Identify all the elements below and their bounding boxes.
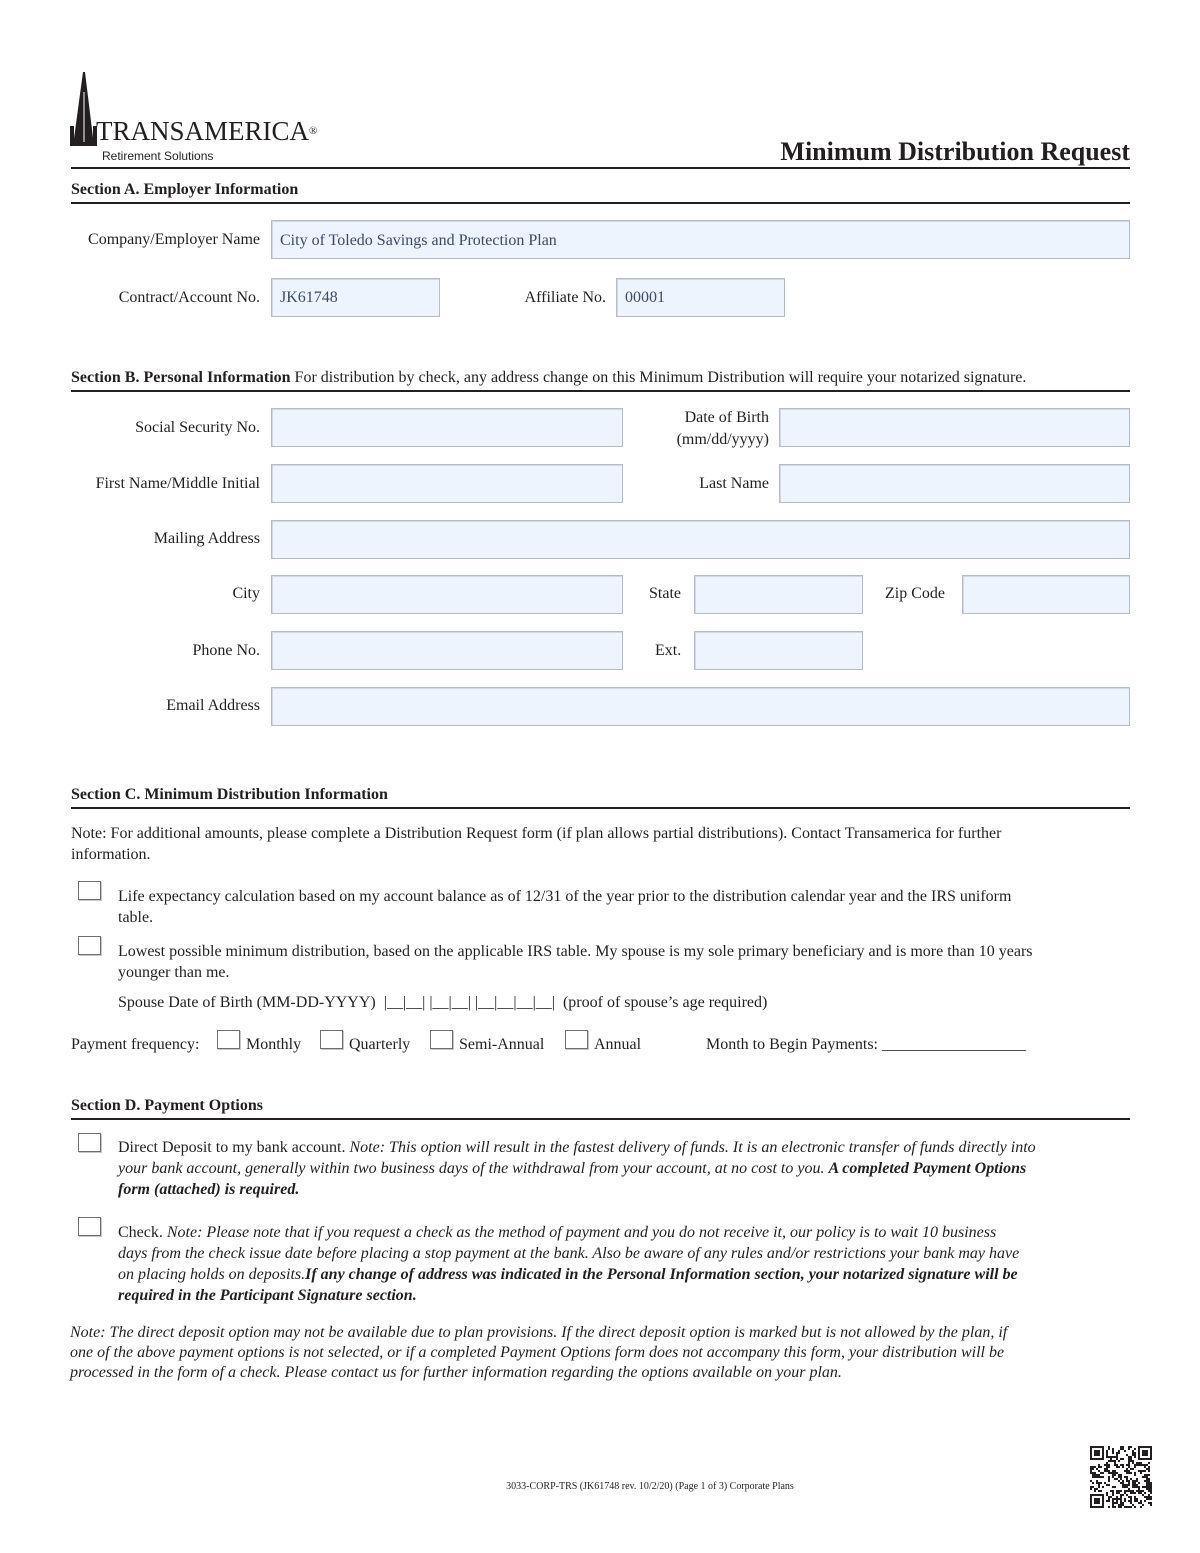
direct-deposit-bold-2: A completed Payment Options [828, 1160, 1027, 1177]
header-divider [71, 167, 1130, 169]
dob-label-1: Date of Birth [684, 409, 769, 426]
section-a-heading: Section A. Employer Information [71, 180, 1130, 204]
semi-annual-label: Semi-Annual [459, 1036, 545, 1053]
section-d-heading: Section D. Payment Options [71, 1096, 1130, 1120]
direct-deposit-note-2: your bank account, generally within two business days of the withdrawal from your account, at no cost to you. [118, 1160, 825, 1177]
quarterly-label: Quarterly [349, 1036, 411, 1053]
payment-frequency-label: Payment frequency: [71, 1036, 200, 1053]
lowest-distribution-line-2: younger than me. [118, 964, 230, 981]
direct-deposit-text [118, 1137, 1133, 1200]
monthly-checkbox[interactable] [217, 1030, 240, 1049]
lowest-distribution-line-1: Lowest possible minimum distribution, based on the applicable IRS table. My spouse is my sole primary beneficiary and is more than 10 years [118, 943, 1033, 960]
first-name-field[interactable] [271, 464, 623, 503]
final-note-line-2: one of the above payment options is not selected, or if a completed Payment Options form does not accompany this form, your distribution will be [70, 1344, 1005, 1361]
section-c-note-line-1: Note: For additional amounts, please complete a Distribution Request form (if plan allows partial distributions). Contact Transamerica for further [71, 825, 1002, 842]
section-b-title: Section B. Personal Information [71, 369, 291, 386]
section-c-note-line-2: information. [71, 846, 151, 863]
mailing-address-label: Mailing Address [153, 530, 260, 547]
quarterly-checkbox[interactable] [320, 1030, 343, 1049]
check-bold-4: required in the Participant Signature section. [118, 1287, 417, 1304]
check-checkbox[interactable] [78, 1217, 101, 1236]
direct-deposit-bold-3: form (attached) is required. [118, 1181, 300, 1198]
life-expectancy-text [118, 886, 1138, 928]
check-text [118, 1222, 1133, 1306]
contract-account-field[interactable] [271, 278, 440, 317]
direct-deposit-note-1: Note: This option will result in the fastest delivery of funds. It is an electronic transfer of funds directly into [349, 1139, 1036, 1156]
last-name-label: Last Name [699, 475, 769, 492]
final-note-line-3: processed in the form of a check. Please contact us for further information regarding the options available on your plan. [70, 1364, 842, 1381]
lowest-distribution-checkbox[interactable] [78, 936, 101, 955]
city-field[interactable] [271, 575, 623, 614]
contract-label: Contract/Account No. [118, 289, 260, 306]
section-b-note: For distribution by check, any address change on this Minimum Distribution will require your notarized signature. [294, 369, 1027, 386]
monthly-label: Monthly [246, 1036, 302, 1053]
annual-label: Annual [594, 1036, 642, 1053]
direct-deposit-checkbox[interactable] [78, 1133, 101, 1152]
section-c-heading: Section C. Minimum Distribution Information [71, 785, 1130, 809]
ext-field[interactable] [694, 631, 863, 670]
dob-field[interactable] [779, 408, 1130, 447]
company-name-field[interactable] [271, 220, 1130, 259]
life-expectancy-checkbox[interactable] [78, 881, 101, 900]
final-note-line-1: Note: The direct deposit option may not be available due to plan provisions. If the direct deposit option is marked but is not allowed by the plan, if [70, 1324, 1008, 1341]
check-note-3: on placing holds on deposits. [118, 1266, 306, 1283]
brand-subtitle: Retirement Solutions [102, 149, 214, 163]
state-field[interactable] [694, 575, 863, 614]
section-c-note [71, 823, 1141, 865]
state-label: State [649, 585, 681, 602]
phone-label: Phone No. [192, 642, 260, 659]
city-label: City [232, 585, 260, 602]
semi-annual-checkbox[interactable] [430, 1030, 453, 1049]
brand-name: TRANSAMERICA [96, 116, 310, 146]
form-id-footer: 3033-CORP-TRS (JK61748 rev. 10/2/20) (Page 1 of 3) Corporate Plans [506, 1481, 794, 1492]
ext-label: Ext. [655, 642, 682, 659]
check-lead: Check. [118, 1224, 163, 1241]
life-expectancy-line-1: Life expectancy calculation based on my account balance as of 12/31 of the year prior to the distribution calendar year and the IRS uniform [118, 888, 1012, 905]
annual-checkbox[interactable] [565, 1030, 588, 1049]
ssn-field[interactable] [271, 408, 623, 447]
direct-deposit-lead: Direct Deposit to my bank account. [118, 1139, 346, 1156]
brand-registered-mark: ® [309, 125, 318, 137]
final-note [70, 1323, 1140, 1383]
affiliate-field[interactable] [616, 278, 785, 317]
qr-code-icon [1090, 1446, 1152, 1508]
lowest-distribution-text [118, 941, 1138, 983]
life-expectancy-line-2: table. [118, 909, 154, 926]
email-field[interactable] [271, 687, 1130, 726]
transamerica-logo [70, 72, 318, 164]
affiliate-label: Affiliate No. [524, 289, 606, 306]
phone-field[interactable] [271, 631, 623, 670]
mailing-address-field[interactable] [271, 520, 1130, 559]
check-note-2: days from the check issue date before placing a stop payment at the bank. Also be aware of any rules and/or restrictions your bank may have [118, 1245, 1020, 1262]
dob-label-2: (mm/dd/yyyy) [676, 431, 769, 448]
spouse-dob-line[interactable]: Spouse Date of Birth (MM-DD-YYYY) |__|__| |__|__| |__|__|__|__| (proof of spouse’s age required) [118, 994, 768, 1011]
email-label: Email Address [166, 697, 260, 714]
zip-label: Zip Code [885, 585, 945, 602]
section-b-heading [71, 368, 1130, 392]
check-note-1: Note: Please note that if you request a check as the method of payment and you do not receive it, our policy is to wait 10 business [166, 1224, 997, 1241]
first-name-label: First Name/Middle Initial [95, 475, 260, 492]
month-begin-payments[interactable]: Month to Begin Payments: __________________ [706, 1036, 1026, 1053]
company-label: Company/Employer Name [88, 231, 260, 248]
form-title: Minimum Distribution Request [780, 137, 1130, 166]
last-name-field[interactable] [779, 464, 1130, 503]
ssn-label: Social Security No. [135, 419, 260, 436]
check-bold-3: If any change of address was indicated in the Personal Information section, your notarized signature will be [305, 1266, 1018, 1283]
zip-field[interactable] [962, 575, 1130, 614]
